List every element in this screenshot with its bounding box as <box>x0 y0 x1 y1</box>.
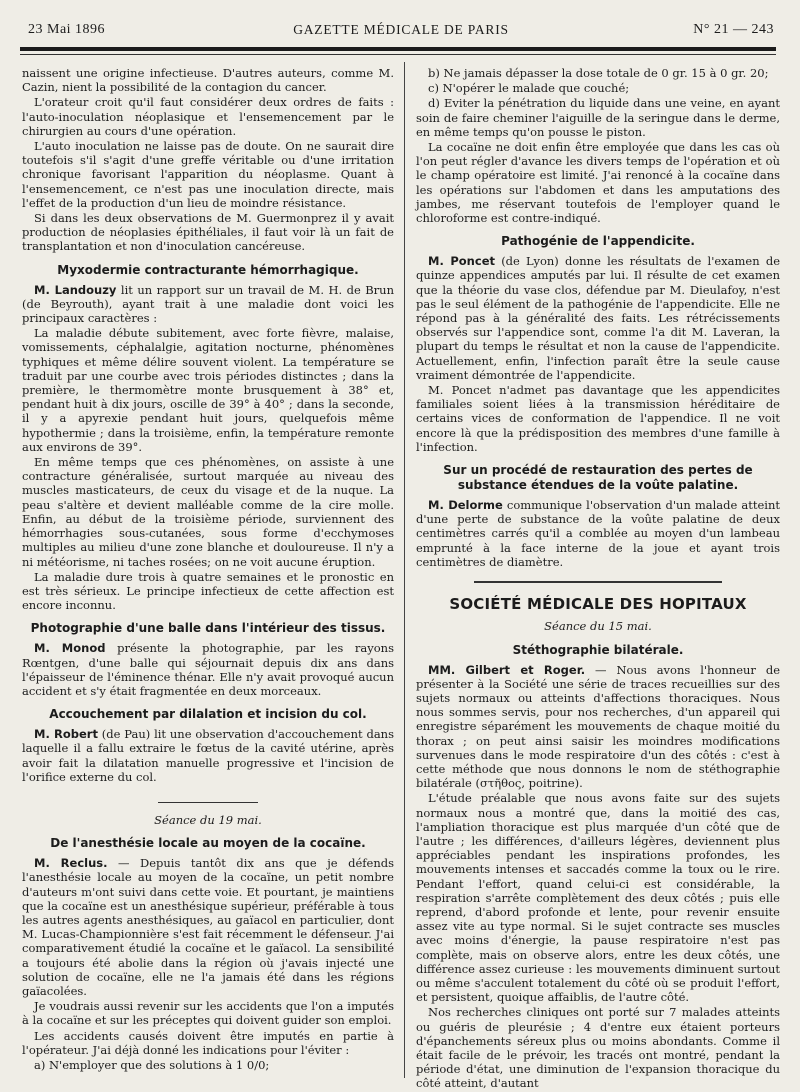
paragraph: M. Robert (de Pau) lit une observation d'accouchement dans laquelle il a fallu extraire le fœtus de la cavité utérine, après avoir fait la dilatation manuelle progressive et l'incision de l'orifice externe du col. <box>22 727 394 784</box>
paragraph: L'orateur croit qu'il faut considérer deux ordres de faits : l'auto-inoculation néoplasique et l'ensemencement par le chirurgien au cours d'une opération. <box>22 95 394 138</box>
paragraph: Les accidents causés doivent être imputés en partie à l'opérateur. J'ai déjà donné les indications pour l'éviter : <box>22 1028 394 1057</box>
section-divider <box>474 581 722 583</box>
society-title: SOCIÉTÉ MÉDICALE DES HOPITAUX <box>449 595 747 614</box>
paragraph: M. Poncet (de Lyon) donne les résultats de l'examen de quinze appendices amputés par lui. Il résulte de cet examen que la théorie du vase clos, défendue par M. Dieulafoy, n'est pas le seul élément de la pathogénie de l'appendicite. Elle ne répond pas à la généralité des faits. Les rétrécissements observés sur l'appendice sont, comme l'a dit M. Laveran, la plupart du temps le résultat et non la cause de l'appendicite. Actuellement, enfin, l'infection paraît être la seule cause vraiment démontrée de l'appendicite. <box>416 254 780 382</box>
paragraph: L'auto inoculation ne laisse pas de doute. On ne saurait dire toutefois s'il s'agit d'une greffe véritable ou d'une irritation chronique favorisant l'apparition du néoplasme. Quant à l'ensemencement, ce n'est pas une inoculation directe, mais l'effet de la production d'un lieu de moindre résistance. <box>22 139 394 210</box>
session-date-19-mai: Séance du 19 mai. <box>154 812 262 827</box>
issue-date: 23 Mai 1896 <box>28 22 106 37</box>
paragraph: M. Poncet n'admet pas davantage que les appendicites familiales soient liées à la transmission héréditaire de certains vices de conformation de l'appendice. Il ne voit encore là que la prédisposition des membres d'une famille à l'infection. <box>416 383 780 454</box>
speaker-name: M. Robert <box>34 727 98 742</box>
paragraph: M. Delorme communique l'observation d'un malade atteint d'une perte de substance de la voûte palatine de deux centimètres carrés qu'il a comblée au moyen d'un lambeau emprunté à la face interne de la joue et ayant trois centimètres de diamètre. <box>416 498 780 569</box>
section-heading-photographie: Photographie d'une balle dans l'intérieur des tissus. <box>30 621 386 636</box>
section-heading-anesthesie: De l'anesthésie locale au moyen de la cocaïne. <box>50 836 366 851</box>
paragraph: MM. Gilbert et Roger. — Nous avons l'honneur de présenter à la Société une série de traces recueillies sur des sujets normaux ou atteints d'affections thoraciques. Nous nous sommes servis, pour nos recherches, d'un appareil qui enregistre séparément les mouvements de chaque moitié du thorax ; on peut ainsi saisir les moindres modifications survenues dans le mode respiratoire d'un des côtés : c'est à cette méthode que nous donnons le nom de stéthographie bilatérale (στῆθος, poitrine). <box>416 662 781 791</box>
paragraph: Je voudrais aussi revenir sur les accidents que l'on a imputés à la cocaïne et sur les préceptes qui doivent guider son emploi. <box>22 999 394 1028</box>
column-divider <box>404 62 405 1078</box>
list-item: a) N'employer que des solutions à 1 0/0; <box>34 1057 270 1072</box>
speaker-name: M. Poncet <box>428 254 495 269</box>
journal-title: GAZETTE MÉDICALE DE PARIS <box>293 22 509 37</box>
paragraph: La maladie débute subitement, avec forte fièvre, malaise, vomissements, céphalalgie, agitation nocturne, phénomènes typhiques et même délire souvent violent. La température se traduit par une courbe avec trois périodes distinctes ; dans la première, le thermomètre monte brusquement à 38° et, pendant huit à dix jours, oscille de 39° à 40° ; dans la seconde, il y a apyrexie pendant huit jours, quelquefois même hypothermie ; dans la troisième, enfin, la température remonte aux environs de 39°. <box>22 326 394 454</box>
right-column <box>416 66 780 1092</box>
list-item: c) N'opérer le malade que couché; <box>428 81 630 96</box>
issue-number: N° 21 — 243 <box>693 22 774 37</box>
page-header <box>28 16 774 42</box>
section-heading-appendicite: Pathogénie de l'appendicite. <box>501 234 695 249</box>
speaker-name: M. Reclus. <box>34 856 108 871</box>
section-divider <box>158 802 258 803</box>
paragraph: Si dans les deux observations de M. Guermonprez il y avait production de néoplasies épithéliales, il faut voir là un fait de transplantation et non d'inoculation cancéreuse. <box>22 211 394 254</box>
section-heading-myxodermie: Myxodermie contracturante hémorrhagique. <box>57 262 359 277</box>
session-date-15-mai: Séance du 15 mai. <box>544 619 652 634</box>
paragraph: L'étude préalable que nous avons faite sur des sujets normaux nous a montré que, dans la moitié des cas, l'ampliation thoracique est plus marquée d'un côté que de l'autre ; les différences, d'ailleurs légères, deviennent plus appréciables pendant les inspirations profondes, les mouvements intenses et saccadés comme la toux ou le rire. Pendant l'effort, quand celui-ci est considérable, la respiration s'arrête complètement des deux côtés ; puis elle reprend, d'abord profonde et lente, pour revenir ensuite assez vite au type normal. Si le sujet contracte ses muscles avec moins d'énergie, la pause respiratoire n'est pas complète, mais on observe alors, entre les deux côtés, une différence assez curieuse : les mouvements diminuent surtout ou même s'acculent totalement du côté où se produit l'effort, et persistent, quoique affaiblis, de l'autre côté. <box>416 791 780 1005</box>
header-rule-thick <box>20 47 776 51</box>
speaker-name: MM. Gilbert et Roger. <box>428 662 586 677</box>
speaker-name: M. Delorme <box>428 498 503 513</box>
list-item: d) Eviter la pénétration du liquide dans une veine, en ayant soin de faire cheminer l'aiguille de la seringue dans le derme, en même temps qu'on pousse le piston. <box>416 96 780 139</box>
list-item: b) Ne jamais dépasser la dose totale de 0 gr. 15 à 0 gr. 20; <box>428 66 769 80</box>
paragraph: La cocaïne ne doit enfin être employée que dans les cas où l'on peut régler d'avance les divers temps de l'opération et où le champ opératoire est limité. J'ai renoncé à la cocaïne dans les opérations sur l'abdomen et dans les amputations des jambes, me réservant toutefois de l'employer quand le chloroforme est contre-indiqué. <box>416 140 780 226</box>
paragraph: M. Reclus. — Depuis tantôt dix ans que je défends l'anesthésie locale au moyen de la cocaïne, un petit nombre d'auteurs m'ont suivi dans cette voie. Et pourtant, je maintiens que la cocaïne est un anesthésique supérieur, préférable à tous les autres agents anesthésiques, au gaïacol en particulier, dont M. Lucas-Championnière s'est fait récemment le défenseur. J'ai comparativement étudié la cocaïne et le gaïacol. La sensibilité a toujours été abolie dans la région où j'avais injecté une solution de cocaïne, elle ne l'a jamais été dans les régions gaïacolées. <box>22 856 394 998</box>
paragraph: naissent une origine infectieuse. D'autres auteurs, comme M. Cazin, nient la possibilité de la contagion du cancer. <box>22 66 394 95</box>
paragraph: La maladie dure trois à quatre semaines et le pronostic en est très sérieux. Le principe infectieux de cette affection est encore inconnu. <box>22 569 394 613</box>
paragraph: En même temps que ces phénomènes, on assiste à une contracture généralisée, surtout marquée au niveau des muscles masticateurs, de ceux du visage et de la nuque. La peau s'altère et devient malléable comme de la cire molle. Enfin, au début de la troisième période, surviennent des hémorrhagies sous-cutanées, sous forme d'ecchymoses multiples au milieu d'une zone blanche et douloureuse. Il n'y a ni météorisme, ni taches rosées; on ne voit aucune éruption. <box>22 455 394 569</box>
section-heading-restauration: Sur un procédé de restauration des pertes de substance étendues de la voûte palatine. <box>443 463 753 493</box>
speaker-name: M. Monod <box>34 641 106 656</box>
paragraph: M. Landouzy lit un rapport sur un travail de M. H. de Brun (de Beyrouth), ayant trait à une maladie dont voici les principaux caractères : <box>22 282 394 326</box>
paragraph: Nos recherches cliniques ont porté sur 7 malades atteints ou guéris de pleurésie ; 4 d'entre eux étaient porteurs d'épanchements séreux plus ou moins abondants. Comme il était facile de le prévoir, les tracés ont montré, pendant la période d'état, une diminution de l'expansion thoracique du côté atteint, d'autant <box>416 1005 780 1091</box>
header-rule-thin <box>20 54 776 55</box>
left-column <box>22 66 394 1073</box>
section-heading-accouchement: Accouchement par dilalation et incision du col. <box>49 707 367 722</box>
paragraph: M. Monod présente la photographie, par les rayons Rœntgen, d'une balle qui séjournait depuis dix ans dans l'épaisseur de l'éminence thénar. Elle n'y avait provoqué aucun accident et s'y était fragmentée en deux morceaux. <box>22 641 394 698</box>
section-heading-stethographie: Stéthographie bilatérale. <box>512 642 684 657</box>
speaker-name: M. Landouzy <box>34 282 117 297</box>
